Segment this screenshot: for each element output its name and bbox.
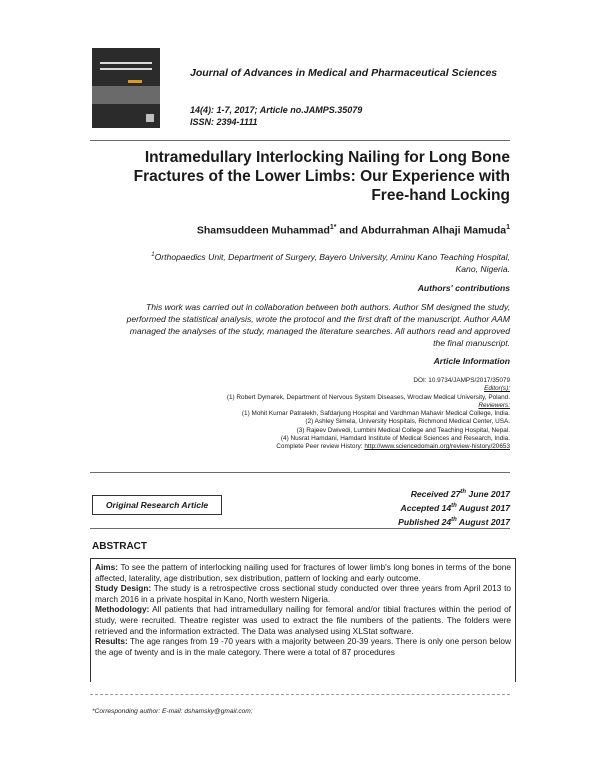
review-history-link[interactable]: http://www.sciencedomain.org/review-history/20653 (364, 443, 510, 451)
affiliation-line: Orthopaedics Unit, Department of Surgery, Bayero University, Aminu Kano Teaching Hospital, (154, 251, 510, 262)
article-title-line: Fractures of the Lower Limbs: Our Experience with (133, 168, 510, 185)
author-name: Shamsuddeen Muhammad (196, 224, 330, 237)
abstract-box (90, 558, 516, 682)
journal-issn: ISSN: 2394-1111 (190, 117, 258, 127)
author-list (90, 224, 510, 237)
journal-cover-image (92, 48, 160, 128)
date-ordinal: th (460, 489, 467, 495)
article-title-line: Free-hand Locking (371, 187, 510, 204)
reviewer-entry: (4) Nusrat Hamdani, Hamdard Institute of Medical Sciences and Research, India. (280, 435, 510, 443)
contributions-line: the final manuscript. (433, 338, 510, 348)
journal-name: Journal of Advances in Medical and Pharmaceutical Sciences (190, 67, 498, 79)
date-ordinal: th (451, 502, 457, 509)
reviewer-entry: (3) Rajeev Dwivedi, Lumbini Medical College and Teaching Hospital, Nepal. (296, 426, 510, 434)
article-title (90, 148, 510, 205)
affiliation (90, 249, 510, 275)
received-label: Received 27 (410, 488, 461, 499)
corresponding-author-footnote: *Corresponding author: E-mail: dshamsky@gmail.com; (92, 708, 253, 715)
abstract-aims (95, 562, 511, 583)
published-date (300, 514, 510, 528)
header-divider (90, 140, 510, 141)
methodology-label: Methodology: (95, 604, 150, 615)
author-affiliation-mark: 1 (506, 224, 510, 231)
article-info (90, 377, 510, 452)
doi: DOI: 10.9734/JAMPS/2017/35079 (413, 377, 510, 384)
article-title-line: Intramedullary Interlocking Nailing for Long Bone (144, 149, 510, 166)
affiliation-mark: 1 (151, 252, 155, 258)
author-affiliation-mark: 1* (329, 224, 337, 231)
date-ordinal: th (451, 516, 457, 523)
publication-dates (300, 486, 510, 528)
dates-divider (90, 528, 510, 529)
article-info-heading: Article Information (433, 356, 510, 366)
reviewer-entry: (2) Ashley Simela, University Hospitals, Richmond Medical Center, USA. (305, 418, 510, 426)
contributions-line: performed the statistical analysis, wrote the protocol and the first draft of the manuscript. Author AAM (126, 314, 510, 324)
published-rest: August 2017 (456, 516, 510, 527)
abstract-design (95, 583, 511, 604)
editor-entry: (1) Robert Dymarek, Department of Nervous System Diseases, Wroclaw Medical University, Poland. (226, 393, 510, 401)
contributions-heading: Authors' contributions (417, 283, 510, 293)
abstract-results (95, 636, 511, 657)
abstract-heading: ABSTRACT (92, 541, 147, 552)
author-name: Abdurrahman Alhaji Mamuda (360, 224, 507, 237)
author-separator: and (336, 224, 361, 237)
design-label: Study Design: (95, 583, 152, 594)
reviewer-entry: (1) Mohit Kumar Patralekh, Safdarjung Hospital and Vardhman Mahavir Medical College, India. (241, 410, 510, 418)
received-rest: June 2017 (466, 488, 510, 499)
results-text: The age ranges from 19 -70 years with a majority between 20-39 years. There is only one person below the age of twenty and is in the male category. There were a total of 87 procedures (95, 636, 511, 657)
affiliation-line: Kano, Nigeria. (455, 263, 510, 274)
contributions-line: managed the analyses of the study, managed the literature searches. All authors read and approved (129, 326, 510, 336)
contributions-text (90, 301, 510, 349)
abstract-methodology (95, 604, 511, 636)
results-label: Results: (95, 636, 128, 647)
cover-text-line (100, 68, 152, 70)
aims-label: Aims: (95, 562, 119, 572)
received-date (300, 486, 510, 500)
published-label: Published 24 (398, 516, 452, 527)
cover-text-line (100, 62, 152, 64)
review-history-label: Complete Peer review History: (276, 443, 365, 451)
accepted-rest: August 2017 (456, 502, 510, 513)
accepted-label: Accepted 14 (400, 502, 452, 513)
cover-logo-mark (146, 114, 154, 122)
journal-issue: 14(4): 1-7, 2017; Article no.JAMPS.35079 (190, 105, 363, 115)
article-type-badge: Original Research Article (92, 495, 222, 515)
contributions-line: This work was carried out in collaboration between both authors. Author SM designed the study, (146, 302, 510, 312)
design-text: The study is a retrospective cross sectional study conducted over three years from April 2013 to march 2016 in a private hospital in Kano, North western Nigeria. (95, 583, 511, 604)
methodology-text: All patients that had intramedullary nailing for femoral and/or tibial fractures within the period of study, were recruited. Theatre register was used to extract the file numbers of the patients. The folders were retrieved and the information extracted. The Data was analysed using XLStat software. (95, 604, 511, 636)
editors-label: Editor(s): (484, 385, 510, 393)
accepted-date (300, 500, 510, 514)
info-divider (90, 472, 510, 473)
cover-band (92, 86, 160, 104)
footnote-divider (90, 694, 510, 695)
reviewers-label: Reviewers: (478, 401, 510, 409)
cover-accent (128, 80, 142, 83)
aims-text: To see the pattern of interlocking nailing used for fractures of lower limb's long bones in terms of the bone affected, laterality, age distribution, sex distribution, pattern of locking and early outcome. (95, 562, 511, 583)
